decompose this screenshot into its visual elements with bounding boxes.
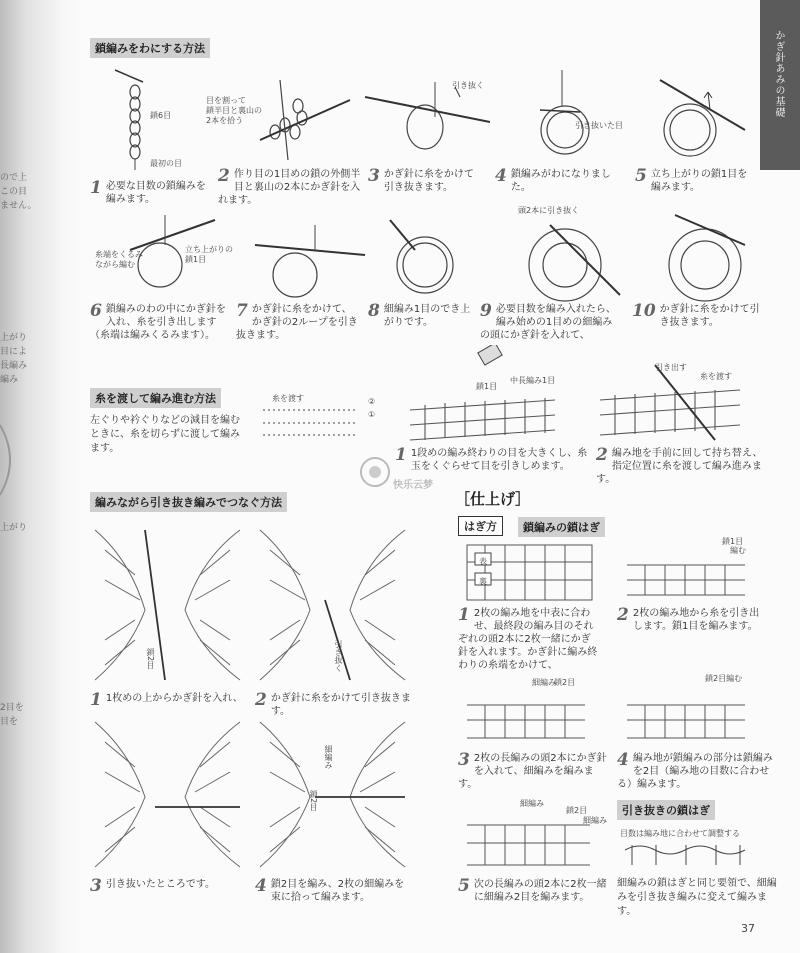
label-ch2-2: 鎖2目 [566,806,588,815]
left-page-fragment: 目によ [0,347,28,357]
label-pull-out: 引き出す [655,363,687,372]
watermark-logo [355,452,395,492]
left-page-fragment: 上がり [0,523,28,533]
left-page-fragment: この目 [0,187,28,197]
figure-seam-step1 [465,540,600,605]
label-ch1: 鎖1目 [722,537,744,546]
left-page-motif-edge [0,420,22,500]
step-join-1: 1 1枚めの上からかぎ針を入れ、 [90,690,243,710]
label-front-back-loops: 目を割って 鎖半目と裏山の 2本を拾う [206,96,262,125]
label-chain6: 鎖6目 [150,111,172,120]
label-pulled-stitch: 引き抜いた目 [575,121,623,130]
figure-seam-step3 [465,690,590,745]
figure-yarn-over-two-loops [255,225,370,305]
label-pull: 引き抜く [334,640,343,672]
seam-method-box: はぎ方 [458,516,503,536]
figure-single-crochet-done [380,210,475,300]
step-chain-8: 8 細編み1目のでき上がりです。 [368,301,471,328]
section-title-join-motifs: 編みながら引き抜き編みでつなぐ方法 [90,492,287,512]
finishing-title: ［仕上げ］ [455,490,531,508]
figure-pull-through [365,82,490,162]
left-page-fragment: 編み [0,375,19,385]
label-ch2: 鎖2目 [554,678,576,687]
step-carry-2: 2 編み地を手前に回して持ち替え、指定位置に糸を渡して編み進みます。 [596,445,763,485]
left-page-fragment: 2目を [0,703,24,713]
page-number: 37 [741,922,755,935]
label-adjust: 目数は編み地に合わせて調整する [620,829,740,838]
step-chain-4: 4 鎖編みがわになりました。 [495,166,611,193]
left-page-fragment: 上がり [0,333,28,343]
label-sc-3: 細編み [583,816,607,825]
figure-chain-ring [520,70,630,165]
step-seam-5: 5 次の長編みの頭2本に2枚一緒に細編み2目を編みます。 [458,876,607,903]
left-page-fragment: ので上 [0,173,28,183]
label-turning-chain: 立ち上がりの 鎖1目 [185,245,233,264]
figure-join-step3 [90,712,245,872]
step-join-3: 3 引き抜いたところです。 [90,876,215,896]
label-row1: ① [368,410,376,419]
label-sc-2: 細編み [520,799,544,808]
figure-seam-step4 [625,690,750,745]
step-chain-1: 1 必要な目数の鎖編みを編みます。 [90,178,206,205]
section-carry-yarn-body: 左ぐりや衿ぐりなどの減目を編むときに、糸を切らずに渡して編みます。 [90,415,240,454]
label-first-stitch: 最初の目 [150,159,182,168]
watermark [355,452,465,502]
label-sc: 細編み [532,678,556,687]
step-seam-1: 1 2枚の編み地を中表に合わせ、最終段の編み目のそれぞれの頭2本に2枚一緒にかぎ針を入れます。かぎ針に編み終わりの糸端をかけて、 [458,605,598,671]
figure-slip-stitch-ring [655,205,755,305]
left-page-fragment: ません。 [0,201,37,211]
slip-seam-title: 引き抜きの鎖はぎ [617,800,715,820]
step-join-4: 4 鎖2目を編み、2枚の細編みを束に拾って編みます。 [255,876,405,903]
label-chain2-a: 鎖2目 [146,648,155,670]
label-ch-knit: 編む [730,546,746,555]
chapter-tab-label: かぎ針あみの基礎 [773,30,784,118]
step-carry-1: 1 1段めの編み終わりの目を大きくし、糸玉をくぐらせて目を引きしめます。 [395,445,588,472]
label-chain1: 鎖1目 [476,382,498,391]
label-two-loops: 頭2本に引き抜く [518,206,580,215]
seam-title: 鎖編みの鎖はぎ [518,517,605,537]
step-chain-6: 6 鎖編みのわの中にかぎ針を入れ、糸を引き出します（糸端は編みくるみます）。 [90,301,226,341]
label-carry-yarn-2: 糸を渡す [700,372,732,381]
figure-seam-step2 [625,550,750,600]
section-title-carry-yarn: 糸を渡して編み進む方法 [90,388,221,408]
figure-slip-seam-chart [620,840,750,870]
label-mid-long: 中長編み1目 [510,376,556,385]
step-join-2: 2 かぎ針に糸をかけて引き抜きます。 [255,690,411,717]
label-single-crochet: 細編み [324,745,333,769]
label-hold-tail: 糸端をくるみ ながら編む [95,250,143,269]
step-chain-9: 9 必要目数を編み入れたら、編み始めの1目めの細編みの頭にかぎ針を入れて、 [480,301,616,341]
left-page-fragment: 目を [0,717,19,727]
label-chain2-b: 鎖2目 [309,790,318,812]
step-chain-5: 5 立ち上がりの鎖1目を編みます。 [635,166,748,193]
left-page-fragment: 長編み [0,361,28,371]
figure-carry-step1 [405,345,565,445]
label-pull-through: 引き抜く [452,81,484,90]
figure-join-step1 [90,520,245,685]
label-ch2-knit: 鎖2目編む [705,674,743,683]
step-chain-10: 10 かぎ針に糸をかけて引き抜きます。 [632,301,760,328]
label-front: 表 [479,557,487,566]
section-title-chain-ring: 鎖編みをわにする方法 [90,38,210,58]
step-chain-7: 7 かぎ針に糸をかけて、かぎ針の2ループを引き抜きます。 [236,301,358,341]
figure-join-ring [510,205,630,305]
label-carry-yarn: 糸を渡す [272,394,304,403]
chapter-tab [760,0,800,170]
slip-seam-body: 細編みの鎖はぎと同じ要領で、細編みを引き抜き編みに変えて編みます。 [617,878,777,917]
step-seam-2: 2 2枚の編み地から糸を引き出します。鎖1目を編みます。 [617,605,760,632]
step-seam-3: 3 2枚の長編みの頭2本にかぎ針を入れて、細編みを編みます。 [458,750,607,790]
watermark-text: 快乐云梦 [393,480,433,491]
figure-join-step4 [255,712,410,872]
figure-turning-chain [650,70,760,170]
step-chain-3: 3 かぎ針に糸をかけて引き抜きます。 [368,166,474,193]
label-row2: ② [368,397,376,406]
step-seam-4: 4 編み地が鎖編みの部分は鎖編みを2目（編み地の目数に合わせる）編みます。 [617,750,773,790]
step-chain-2: 2 作り目の1目めの鎖の外側半目と裏山の2本にかぎ針を入れます。 [218,166,361,206]
label-back: 裏 [479,577,487,586]
